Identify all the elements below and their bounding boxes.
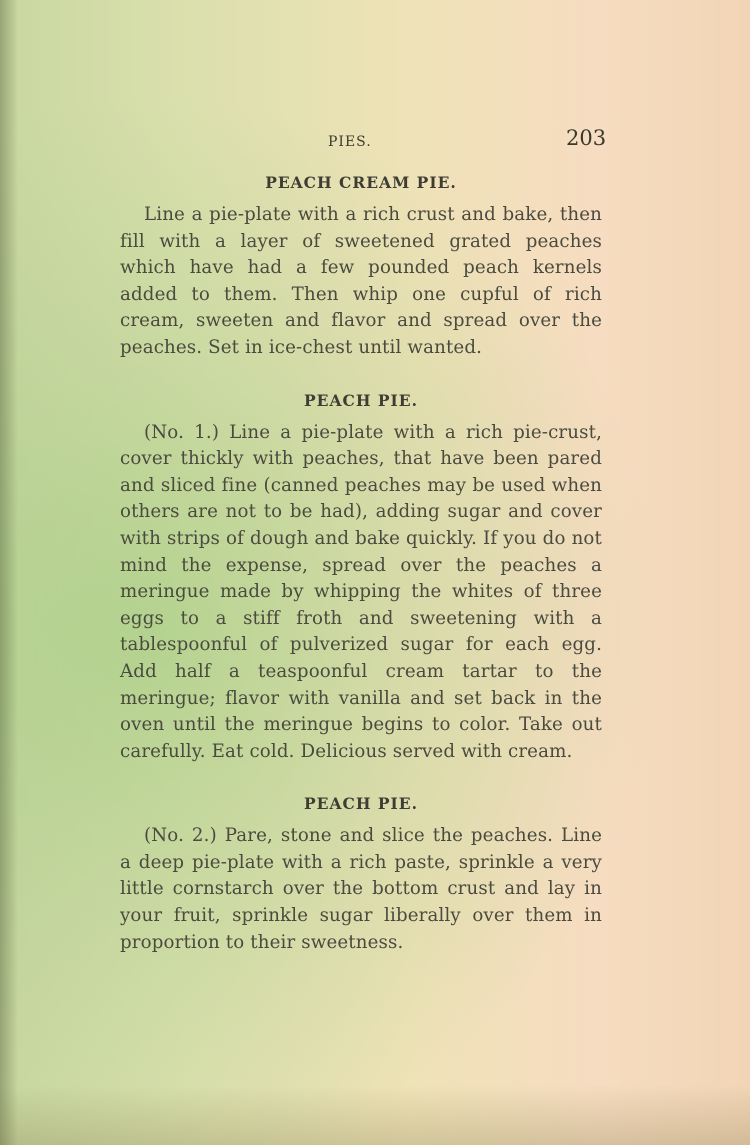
section-title: PIES. (328, 134, 372, 150)
recipe-body-peach-pie-2: (No. 2.) Pare, stone and slice the peaches. Line a deep pie-plate with a rich paste, sprinkle a very little cornstarch over the bottom crust and lay in your fruit, sprinkle sugar liberally over them in proportion to their sweetness. (120, 825, 602, 953)
running-head (328, 126, 608, 156)
page-shadow-bottom (0, 1085, 750, 1145)
text-block (120, 168, 602, 956)
page-number: 203 (566, 126, 607, 150)
page-shadow-left (0, 0, 18, 1145)
recipe-title-peach-cream-pie: PEACH CREAM PIE. (265, 173, 457, 192)
recipe-title-peach-pie-2: PEACH PIE. (304, 794, 418, 814)
recipe-body-peach-cream-pie: Line a pie-plate with a rich crust and bake, then fill with a layer of sweetened grated peaches which have had a few pounded peach kernels added to them. Then whip one cupful of rich cream, sweeten and flavor and spread over the peaches. Set in ice-chest until wanted. (120, 204, 602, 358)
recipe-body-peach-pie-1: (No. 1.) Line a pie-plate with a rich pie-crust, cover thickly with peaches, that have been pared and sliced fine (canned peaches may be used when others are not to be had), adding sugar and cover with strips of dough and bake quickly. If you do not mind the expense, spread over the peaches a meringue made by whipping the whites of three eggs to a stiff froth and sweetening with a tablespoonful of pulverized sugar for each egg. Add half a teaspoonful cream tartar to the meringue; flavor with vanilla and set back in the oven until the meringue begins to color. Take out carefully. Eat cold. Delicious served with cream. (120, 421, 602, 762)
recipe-title-peach-pie-1: PEACH PIE. (304, 390, 418, 410)
